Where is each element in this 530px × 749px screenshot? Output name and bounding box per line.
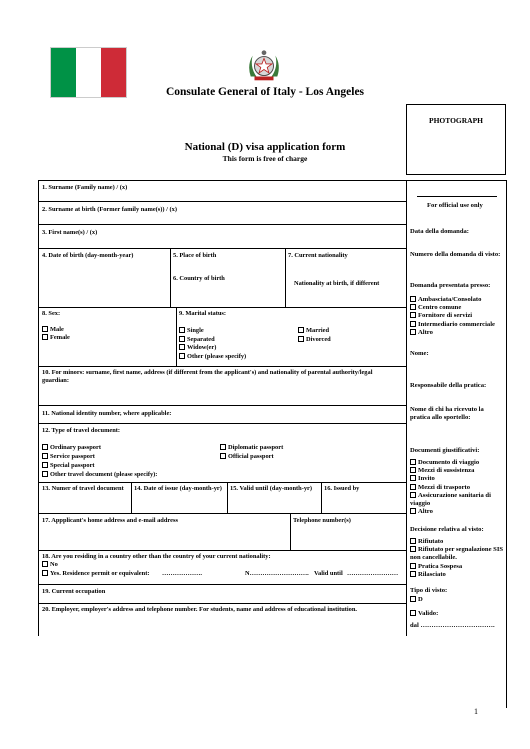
official-passport-checkbox[interactable] [220,453,226,459]
field-date-of-issue[interactable]: 14. Date of issue (day-month-yr) [134,485,222,492]
residence-permit-dots[interactable]: ………………. [162,570,202,577]
row-line-17 [38,513,406,514]
field-marital-status: 9. Marital status: [179,310,227,317]
presso-option-intermediario[interactable]: Intermediario commerciale [410,321,495,329]
presso-option-centro[interactable]: Centro comune [410,304,495,312]
row-line-20 [38,603,406,604]
divorced-checkbox[interactable] [298,336,304,342]
row-line-11 [38,405,406,406]
other-marital-checkbox[interactable] [179,353,185,359]
option-female[interactable]: Female [42,334,70,342]
option-separated[interactable]: Separated [179,336,215,344]
row-line-18 [38,550,406,551]
option-male[interactable]: Male [42,326,64,334]
separated-checkbox[interactable] [179,336,185,342]
official-nome: Nome: [410,350,429,357]
row-line-4 [38,248,406,249]
option-single[interactable]: Single [179,327,204,335]
official-tipo-visto: Tipo di visto: [410,587,448,594]
official-numero-domanda: Numero della domanda di visto: [410,251,501,258]
field-national-id[interactable]: 11. National identity number, where applicable: [42,410,172,417]
field-surname-at-birth[interactable]: 2. Surname at birth (Former family name(s)) / (x) [42,206,177,213]
field-nationality-at-birth[interactable]: Nationality at birth, if different [294,280,380,287]
italian-emblem-icon [245,48,283,86]
option-service-passport[interactable]: Service passport [42,453,95,461]
rifiutato-checkbox[interactable] [410,538,416,544]
official-use-heading: For official use only [427,202,483,209]
male-checkbox[interactable] [42,326,48,332]
official-ricevuto: Nome di chi ha ricevuto la pratica allo sportello: [410,406,484,422]
residing-yes-checkbox[interactable] [42,570,48,576]
mezzi-sussistenza-checkbox[interactable] [410,467,416,473]
field-minors-guardian[interactable]: 10. For minors: surname, first name, address (if different from the applicant's) and nationality of parental authority/legal guardian: [42,369,373,384]
presso-option-altro[interactable]: Altro [410,329,495,337]
field-surname[interactable]: 1. Surname (Family name) / (x) [42,184,128,191]
decisione-option-rilasciato[interactable]: Rilasciato [410,571,504,579]
flag-white-stripe [76,48,101,97]
invito-checkbox[interactable] [410,475,416,481]
form-title: National (D) visa application form [184,141,346,153]
presso-option-fornitore[interactable]: Fornitore di servizi [410,312,495,320]
official-valido[interactable]: Valido: [410,610,438,618]
service-passport-checkbox[interactable] [42,453,48,459]
consulate-name: Consulate General of Italy - Los Angeles [165,86,365,98]
row-line-10 [38,366,406,367]
form-middle-border [406,180,407,636]
field-first-names[interactable]: 3. First name(s) / (x) [42,229,98,236]
col-line-5-7 [285,248,286,307]
field-country-of-birth[interactable]: 6. Country of birth [173,275,225,282]
official-dal[interactable]: dal ……………………………. [410,622,495,629]
assicurazione-checkbox[interactable] [410,492,416,498]
centro-checkbox[interactable] [410,304,416,310]
residence-valid-until-label: Valid until [314,570,343,577]
diplomatic-passport-checkbox[interactable] [220,444,226,450]
rifiutato-sis-checkbox[interactable] [410,546,416,552]
documenti-option-mezzi[interactable]: Mezzi di sussistenza [410,467,504,475]
row-line-2 [38,201,406,202]
option-other-marital[interactable]: Other (please specify) [179,353,246,361]
col-line-14-15 [227,482,228,513]
option-residing-yes[interactable]: Yes. Residence permit or equivalent: [42,570,149,578]
official-presso-options [410,296,495,337]
female-checkbox[interactable] [42,334,48,340]
option-residing-no[interactable]: No [42,561,58,569]
field-travel-document-number[interactable]: 13. Numer of travel document [42,485,124,492]
intermediario-checkbox[interactable] [410,321,416,327]
fornitore-checkbox[interactable] [410,312,416,318]
field-residing-other-country: 18. Are you residing in a country other than the country of your current nationality: [42,553,271,560]
documenti-option-assicurazione[interactable]: Assicurazione sanitaria di viaggio [410,491,491,508]
form-subtitle: This form is free of charge [222,154,308,163]
row-line-8 [38,307,406,308]
field-current-nationality[interactable]: 7. Current nationality [288,252,348,259]
other-travel-document-checkbox[interactable] [42,471,48,477]
residence-valid-until-dots[interactable]: …………………… [347,570,399,577]
documenti-option-altro[interactable]: Altro [410,508,504,516]
field-valid-until[interactable]: 15. Valid until (day-month-yr) [230,485,313,492]
page-number: 1 [474,707,478,716]
single-checkbox[interactable] [179,327,185,333]
official-decisione: Decisione relativa al visto: [410,526,484,533]
official-decisione-options [410,538,504,579]
official-tipo-d[interactable]: D [410,596,423,604]
decisione-option-sospesa[interactable]: Pratica Sospesa [410,563,504,571]
flag-green-stripe [51,48,76,97]
residing-no-checkbox[interactable] [42,561,48,567]
documento-viaggio-checkbox[interactable] [410,459,416,465]
presso-option-ambasciata[interactable]: Ambasciata/Consolato [410,296,495,304]
option-other-travel-document[interactable]: Other travel document (please specify): [42,471,157,479]
field-sex: 8. Sex: [42,310,61,317]
field-employer[interactable]: 20. Employer, employer's address and telephone number. For students, name and address of educational institution. [42,606,358,613]
presso-altro-checkbox[interactable] [410,329,416,335]
row-line-12 [38,423,406,424]
col-line-17-phone [290,513,291,550]
field-travel-document-type: 12. Type of travel document: [42,427,121,434]
field-place-of-birth[interactable]: 5. Place of birth [173,252,217,259]
field-date-of-birth[interactable]: 4. Date of birth (day-month-year) [42,252,134,259]
option-divorced[interactable]: Divorced [298,336,331,344]
col-line-4-5 [170,248,171,307]
option-special-passport[interactable]: Special passport [42,462,95,470]
field-current-occupation[interactable]: 19. Current occupation [42,588,106,595]
form-top-border [38,180,506,181]
official-responsabile: Responsabile della pratica: [410,382,487,389]
widow-checkbox[interactable] [179,344,185,350]
italian-flag [50,47,127,98]
col-line-15-16 [321,482,322,513]
decisione-option-rifiutato[interactable]: Rifiutato [410,538,504,546]
option-married[interactable]: Married [298,327,329,335]
official-documenti: Documenti giustificativi: [410,447,480,454]
form-right-border [506,180,507,708]
option-widow[interactable]: Widow(er) [179,344,216,352]
decisione-option-rifiutato-sis[interactable]: Rifiutato per segnalazione SIS non cancellabile. [410,546,504,562]
documenti-altro-checkbox[interactable] [410,508,416,514]
field-home-address[interactable]: 17. Appplicant's home address and e-mail address [42,517,178,524]
col-line-13-14 [131,482,132,513]
pratica-sospesa-checkbox[interactable] [410,563,416,569]
tipo-d-checkbox[interactable] [410,596,416,602]
photograph-box [406,104,506,175]
residence-permit-number[interactable]: N………………………. [245,570,309,577]
option-official-passport[interactable]: Official passport [220,453,274,461]
col-line-8-9 [176,307,177,366]
valido-checkbox[interactable] [410,610,416,616]
official-data-domanda: Data della domanda: [410,228,469,235]
field-telephone[interactable]: Telephone number(s) [293,517,351,524]
flag-red-stripe [101,48,126,97]
documenti-option-viaggio[interactable]: Documento di viaggio [410,459,504,467]
documenti-option-trasporto[interactable]: Mezzi di trasporto [410,484,504,492]
field-issued-by[interactable]: 16. Issued by [324,485,360,492]
option-ordinary-passport[interactable]: Ordinary passport [42,444,101,452]
row-line-13 [38,482,406,483]
married-checkbox[interactable] [298,327,304,333]
ordinary-passport-checkbox[interactable] [42,444,48,450]
rilasciato-checkbox[interactable] [410,571,416,577]
row-line-3 [38,224,406,225]
official-domanda-presentata: Domanda presentata presso: [410,282,491,289]
photograph-label: PHOTOGRAPH [428,116,484,125]
special-passport-checkbox[interactable] [42,462,48,468]
row-line-19 [38,584,406,585]
mezzi-trasporto-checkbox[interactable] [410,484,416,490]
official-top-line [417,196,497,197]
option-diplomatic-passport[interactable]: Diplomatic passport [220,444,283,452]
official-documenti-options [410,459,504,517]
ambasciata-checkbox[interactable] [410,296,416,302]
documenti-option-invito[interactable]: Invito [410,475,504,483]
